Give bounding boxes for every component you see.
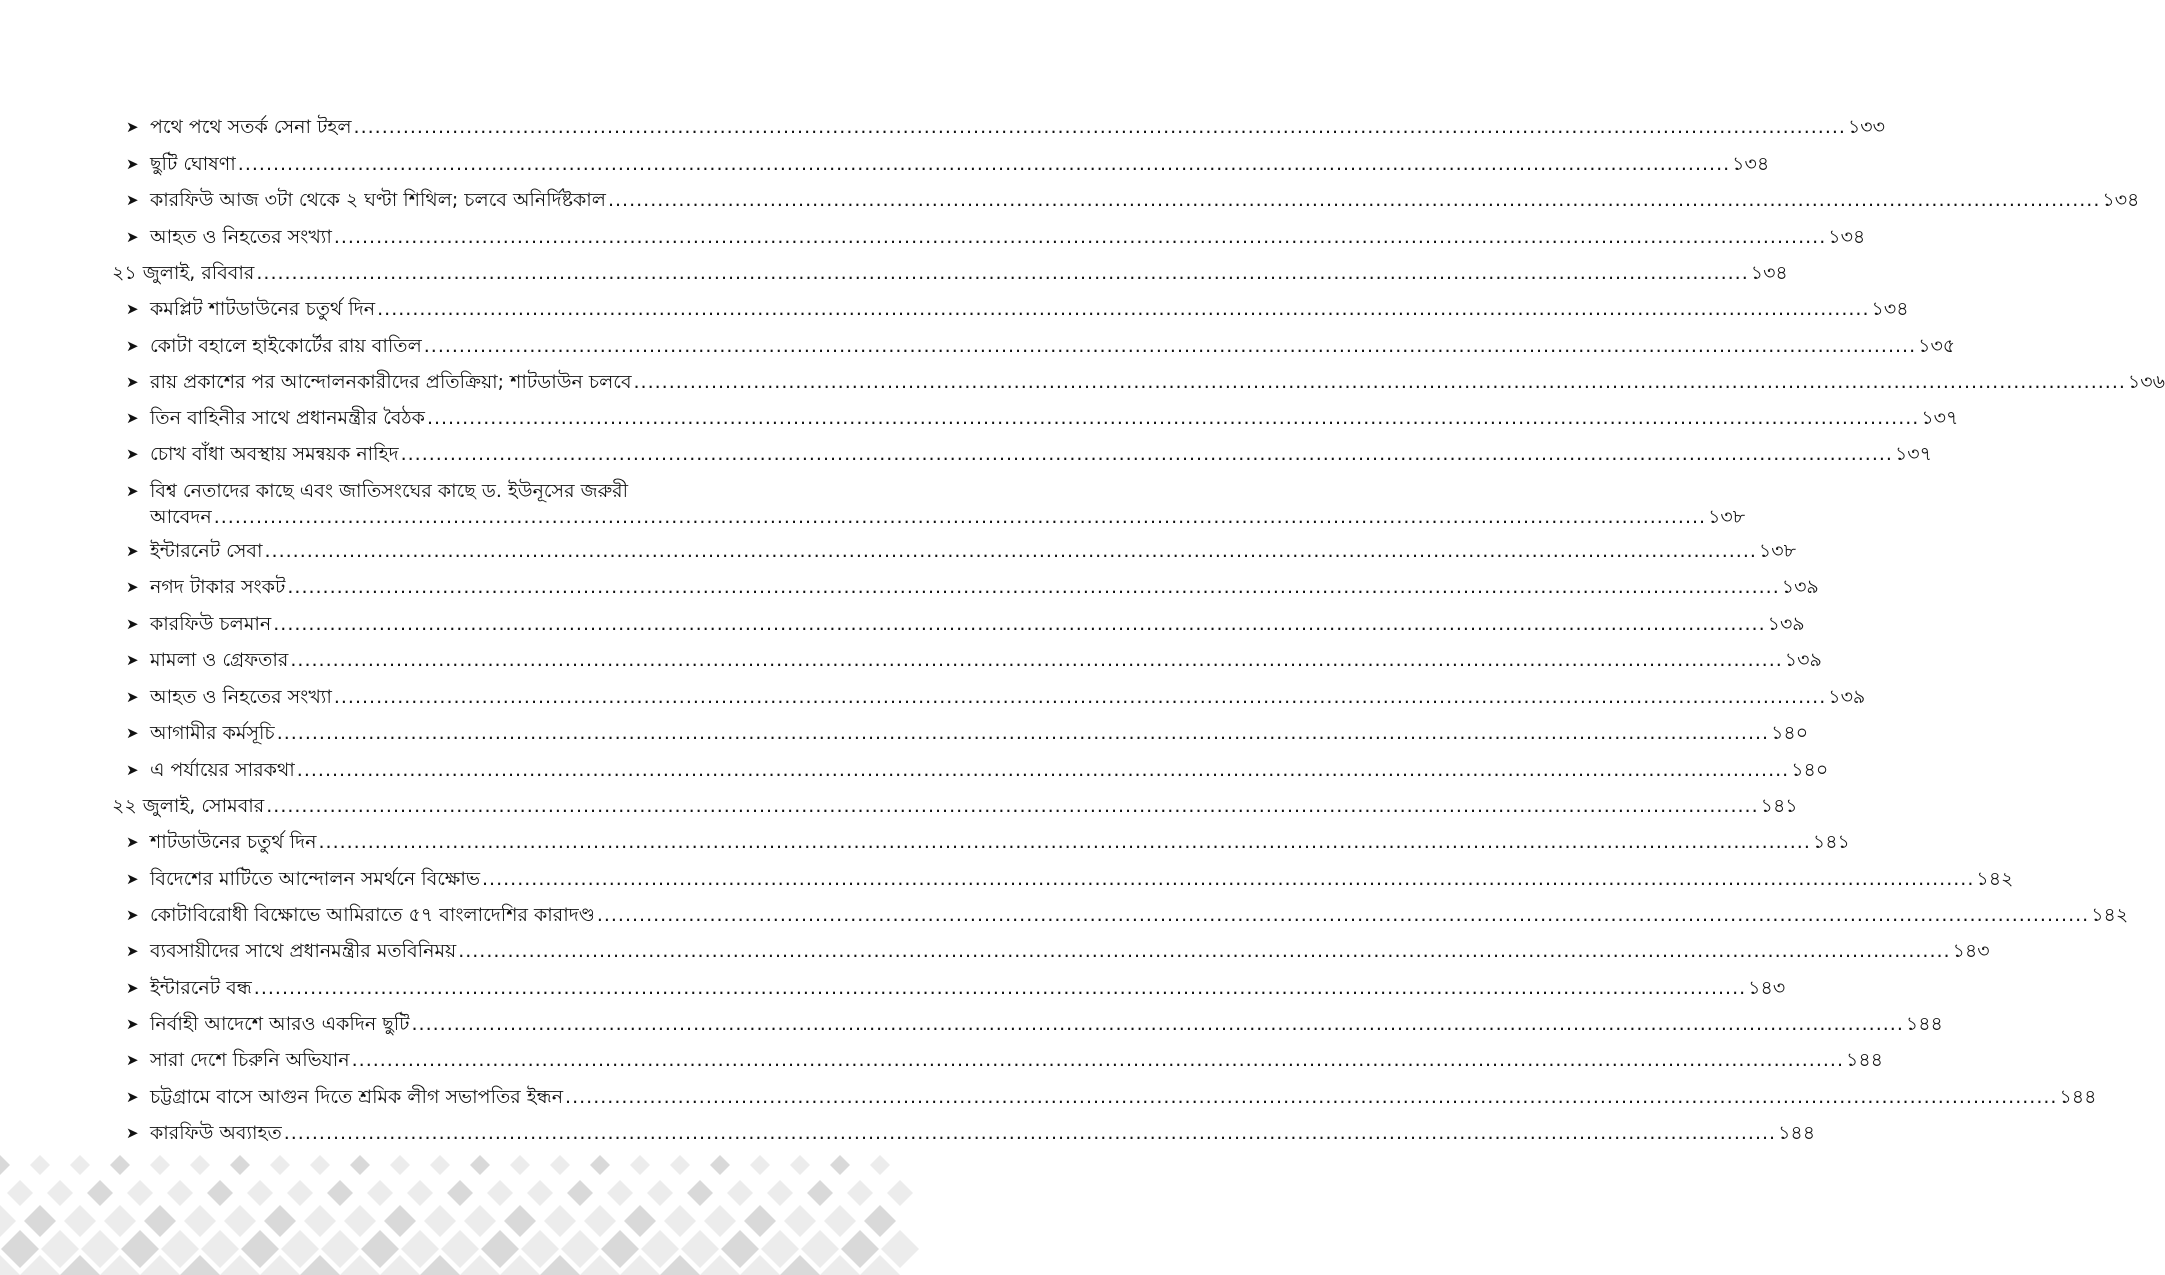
arrowhead-bullet-icon: ➤ xyxy=(126,482,139,500)
diamond-pattern-tile xyxy=(784,1205,816,1237)
arrowhead-bullet-icon: ➤ xyxy=(126,979,139,997)
toc-entry-title: কারফিউ চলমান xyxy=(150,613,272,635)
toc-entry-line xyxy=(150,296,1909,322)
diamond-pattern-tile xyxy=(424,1205,456,1237)
toc-entry-line xyxy=(150,1011,1943,1037)
toc-entry-title: আবেদন xyxy=(150,506,212,528)
page-number: ১৩৪ xyxy=(2102,189,2140,211)
toc-entry-line xyxy=(150,647,1822,673)
diamond-pattern-tile xyxy=(230,1155,250,1175)
toc-entry-title: রায় প্রকাশের পর আন্দোলনকারীদের প্রতিক্রিয়া; শাটডাউন চলবে xyxy=(150,371,632,393)
diamond-pattern-tile xyxy=(864,1205,896,1237)
toc-entry-line xyxy=(150,1084,2097,1110)
dot-leader xyxy=(238,151,1730,177)
diamond-pattern-tile xyxy=(590,1155,610,1175)
toc-entry-title: আহত ও নিহতের সংখ্যা xyxy=(150,686,332,708)
diamond-pattern-tile xyxy=(527,1180,553,1206)
dot-leader xyxy=(482,866,1974,892)
toc-entry[interactable] xyxy=(0,757,1829,783)
toc-entry[interactable] xyxy=(0,647,1822,673)
toc-entry[interactable] xyxy=(0,187,2140,213)
toc-entry-line xyxy=(150,441,1933,467)
dot-leader xyxy=(401,441,1893,467)
arrowhead-bullet-icon: ➤ xyxy=(126,1124,139,1142)
diamond-pattern-tile xyxy=(584,1205,616,1237)
toc-entry-line xyxy=(150,611,1805,637)
toc-entry[interactable] xyxy=(0,975,1786,1001)
toc-entry[interactable] xyxy=(0,720,1809,746)
dot-leader xyxy=(565,1084,2057,1110)
diamond-pattern-tile xyxy=(767,1180,793,1206)
page-number: ১৩৬ xyxy=(2127,371,2165,393)
dot-leader xyxy=(266,793,1758,819)
toc-entry-title: কারফিউ আজ ৩টা থেকে ২ ঘণ্টা শিথিল; চলবে অনির্দিষ্টকাল xyxy=(150,189,606,211)
diamond-pattern-tile xyxy=(830,1155,850,1175)
dot-leader xyxy=(214,504,1706,530)
toc-entry[interactable] xyxy=(0,333,1956,359)
dot-leader xyxy=(608,187,2100,213)
dot-leader xyxy=(254,975,1746,1001)
diamond-pattern-tile xyxy=(64,1205,96,1237)
toc-entry[interactable] xyxy=(0,538,1796,564)
arrowhead-bullet-icon: ➤ xyxy=(126,688,139,706)
diamond-pattern-tile xyxy=(144,1205,176,1237)
page-number: ১৩৮ xyxy=(1708,506,1746,528)
toc-entry[interactable] xyxy=(0,866,2014,892)
arrowhead-bullet-icon: ➤ xyxy=(126,337,139,355)
arrowhead-bullet-icon: ➤ xyxy=(126,870,139,888)
page-number: ১৩৯ xyxy=(1767,613,1805,635)
diamond-pattern-tile xyxy=(807,1180,833,1206)
toc-entry-line xyxy=(150,902,2129,928)
toc-entry-title: মামলা ও গ্রেফতার xyxy=(150,649,289,671)
toc-entry-line xyxy=(150,1120,1816,1146)
toc-entry-title: ইন্টারনেট সেবা xyxy=(150,540,263,562)
toc-entry-line xyxy=(150,369,2165,395)
toc-entry-line xyxy=(150,187,2140,213)
diamond-pattern-tile xyxy=(470,1155,490,1175)
page-number: ১৪৪ xyxy=(1778,1122,1816,1144)
page-number: ১৪৪ xyxy=(2059,1086,2097,1108)
section-date-title: ২১ জুলাই, রবিবার xyxy=(112,262,255,284)
toc-entry-line xyxy=(150,538,1796,564)
toc-entry-title: চট্টগ্রামে বাসে আগুন দিতে শ্রমিক লীগ সভাপতির ইন্ধন xyxy=(150,1086,564,1108)
toc-entry-line xyxy=(150,504,1746,530)
toc-entry-line xyxy=(112,260,1788,286)
diamond-pattern-tile xyxy=(447,1180,473,1206)
diamond-pattern-tile xyxy=(24,1205,56,1237)
page-number: ১৪৪ xyxy=(1905,1013,1943,1035)
arrowhead-bullet-icon: ➤ xyxy=(126,761,139,779)
diamond-pattern-tile xyxy=(550,1155,570,1175)
toc-entry-line xyxy=(150,224,1866,250)
diamond-pattern-tile xyxy=(704,1205,736,1237)
dot-leader xyxy=(377,296,1869,322)
page-number: ১৩৭ xyxy=(1921,407,1959,429)
diamond-pattern-tile xyxy=(487,1180,513,1206)
diamond-pattern-tile xyxy=(664,1205,696,1237)
diamond-pattern-tile xyxy=(47,1180,73,1206)
diamond-pattern-tile xyxy=(270,1155,290,1175)
diamond-pattern-tile xyxy=(150,1155,170,1175)
dot-leader xyxy=(256,260,1748,286)
diamond-pattern-tile xyxy=(384,1205,416,1237)
arrowhead-bullet-icon: ➤ xyxy=(126,445,139,463)
arrowhead-bullet-icon: ➤ xyxy=(126,578,139,596)
page-number: ১৩৪ xyxy=(1828,226,1866,248)
diamond-pattern-tile xyxy=(544,1205,576,1237)
diamond-pattern-tile xyxy=(224,1205,256,1237)
toc-entry-line xyxy=(150,1047,1883,1073)
diamond-pattern-tile xyxy=(30,1155,50,1175)
page-number: ১৩৯ xyxy=(1781,576,1819,598)
diamond-pattern-tile xyxy=(630,1155,650,1175)
arrowhead-bullet-icon: ➤ xyxy=(126,615,139,633)
arrowhead-bullet-icon: ➤ xyxy=(126,409,139,427)
page-number: ১৩৫ xyxy=(1918,335,1956,357)
diamond-pattern-tile xyxy=(104,1205,136,1237)
dot-leader xyxy=(277,720,1769,746)
toc-entry-line xyxy=(150,829,1850,855)
diamond-pattern-tile xyxy=(167,1180,193,1206)
page-number: ১৪১ xyxy=(1812,831,1850,853)
toc-entry-line xyxy=(150,574,1819,600)
page-number: ১৩৯ xyxy=(1828,686,1866,708)
dot-leader xyxy=(287,574,1779,600)
diamond-pattern-tile xyxy=(510,1155,530,1175)
page-number: ১৩৮ xyxy=(1758,540,1796,562)
arrowhead-bullet-icon: ➤ xyxy=(126,724,139,742)
diamond-pattern-tile xyxy=(327,1180,353,1206)
toc-entry-title: কমপ্লিট শাটডাউনের চতুর্থ দিন xyxy=(150,298,376,320)
diamond-pattern-tile xyxy=(464,1205,496,1237)
dot-leader xyxy=(352,1047,1844,1073)
section-date-title: ২২ জুলাই, সোমবার xyxy=(112,795,265,817)
dot-leader xyxy=(458,938,1950,964)
toc-entry-line xyxy=(150,405,1959,431)
page-number: ১৩৪ xyxy=(1871,298,1909,320)
page-number: ১৩৭ xyxy=(1894,443,1933,465)
diamond-pattern-tile xyxy=(607,1180,633,1206)
toc-entry-title: তিন বাহিনীর সাথে প্রধানমন্ত্রীর বৈঠক xyxy=(150,407,425,429)
arrowhead-bullet-icon: ➤ xyxy=(126,373,139,391)
diamond-pattern-tile xyxy=(0,1155,10,1175)
arrowhead-bullet-icon: ➤ xyxy=(126,1088,139,1106)
toc-entry-line xyxy=(150,720,1809,746)
arrowhead-bullet-icon: ➤ xyxy=(126,1015,139,1033)
diamond-pattern-tile xyxy=(304,1205,336,1237)
dot-leader xyxy=(634,369,2126,395)
diamond-pattern-tile xyxy=(687,1180,713,1206)
dot-leader xyxy=(412,1011,1904,1037)
diamond-pattern-tile xyxy=(190,1155,210,1175)
toc-entry[interactable] xyxy=(0,902,2129,928)
page-number: ১৪২ xyxy=(2091,904,2129,926)
toc-entry-title: নগদ টাকার সংকট xyxy=(150,576,286,598)
diamond-pattern-tile xyxy=(184,1205,216,1237)
diamond-pattern-tile xyxy=(390,1155,410,1175)
diamond-pattern-tile xyxy=(0,1205,16,1237)
arrowhead-bullet-icon: ➤ xyxy=(126,118,139,136)
dot-leader xyxy=(290,647,1782,673)
arrowhead-bullet-icon: ➤ xyxy=(126,942,139,960)
dot-leader xyxy=(297,757,1789,783)
toc-entry-title: ব্যবসায়ীদের সাথে প্রধানমন্ত্রীর মতবিনিময় xyxy=(150,940,457,962)
toc-entry[interactable] xyxy=(0,478,1746,530)
diamond-pattern-tile xyxy=(127,1180,153,1206)
toc-section-heading[interactable] xyxy=(0,793,1798,819)
toc-entry-line xyxy=(150,975,1786,1001)
page-number: ১৩৪ xyxy=(1732,153,1770,175)
toc-entry-line xyxy=(150,938,1990,964)
toc-entry[interactable] xyxy=(0,1011,1943,1037)
toc-entry-title: চোখ বাঁধা অবস্থায় সমন্বয়ক নাহিদ xyxy=(150,443,399,465)
arrowhead-bullet-icon: ➤ xyxy=(126,300,139,318)
toc-entry[interactable] xyxy=(0,829,1850,855)
diamond-pattern-tile xyxy=(670,1155,690,1175)
diamond-pattern-tile xyxy=(750,1155,770,1175)
arrowhead-bullet-icon: ➤ xyxy=(126,833,139,851)
dot-leader xyxy=(284,1120,1776,1146)
toc-entry[interactable] xyxy=(0,369,2165,395)
toc-entry[interactable] xyxy=(0,114,1885,140)
toc-entry-title: এ পর্যায়ের সারকথা xyxy=(150,759,295,781)
toc-entry-line xyxy=(112,793,1798,819)
toc-entry-title: সারা দেশে চিরুনি অভিযান xyxy=(150,1049,350,1071)
diamond-pattern-tile xyxy=(847,1180,873,1206)
toc-entry-title: কারফিউ অব্যাহত xyxy=(150,1122,282,1144)
toc-entry[interactable] xyxy=(0,1084,2097,1110)
diamond-pattern-tile xyxy=(70,1155,90,1175)
toc-entry-title: বিশ্ব নেতাদের কাছে এবং জাতিসংঘের কাছে ড. ইউনূসের জরুরী xyxy=(150,480,629,502)
diamond-pattern-tile xyxy=(870,1155,890,1175)
toc-section-heading[interactable] xyxy=(0,260,1788,286)
dot-leader xyxy=(265,538,1757,564)
toc-entry-title: বিদেশের মাটিতে আন্দোলন সমর্থনে বিক্ষোভ xyxy=(150,868,480,890)
arrowhead-bullet-icon: ➤ xyxy=(126,542,139,560)
toc-entry[interactable] xyxy=(0,611,1805,637)
arrowhead-bullet-icon: ➤ xyxy=(126,191,139,209)
dot-leader xyxy=(334,684,1826,710)
diamond-pattern-tile xyxy=(247,1180,273,1206)
diamond-pattern-tile xyxy=(727,1180,753,1206)
toc-entry-title: শাটডাউনের চতুর্থ দিন xyxy=(150,831,317,853)
dot-leader xyxy=(354,114,1846,140)
page-number: ১৪২ xyxy=(1976,868,2014,890)
toc-entry[interactable] xyxy=(0,938,1990,964)
arrowhead-bullet-icon: ➤ xyxy=(126,906,139,924)
toc-entry-line xyxy=(150,866,2014,892)
diamond-pattern-tile xyxy=(710,1155,730,1175)
toc-entry[interactable] xyxy=(0,296,1909,322)
toc-entry[interactable] xyxy=(0,151,1770,177)
toc-entry[interactable] xyxy=(0,574,1819,600)
toc-entry[interactable] xyxy=(0,441,1933,467)
toc-entry-title: পথে পথে সতর্ক সেনা টহল xyxy=(150,116,352,138)
diamond-pattern-tile xyxy=(624,1205,656,1237)
page-number: ১৩৩ xyxy=(1847,116,1885,138)
dot-leader xyxy=(424,333,1916,359)
diamond-pattern-tile xyxy=(430,1155,450,1175)
arrowhead-bullet-icon: ➤ xyxy=(126,651,139,669)
diamond-pattern-tile xyxy=(310,1155,330,1175)
toc-entry-line xyxy=(150,757,1829,783)
dot-leader xyxy=(318,829,1810,855)
arrowhead-bullet-icon: ➤ xyxy=(126,1051,139,1069)
diamond-pattern-tile xyxy=(287,1180,313,1206)
toc-entry-title: ইন্টারনেট বন্ধ xyxy=(150,977,252,999)
toc-entry-title: ছুটি ঘোষণা xyxy=(150,153,236,175)
diamond-pattern-tile xyxy=(647,1180,673,1206)
arrowhead-bullet-icon: ➤ xyxy=(126,155,139,173)
decorative-diamond-pattern xyxy=(0,1145,825,1275)
toc-entry[interactable] xyxy=(0,1120,1816,1146)
diamond-pattern-tile xyxy=(344,1205,376,1237)
diamond-pattern-tile xyxy=(87,1180,113,1206)
diamond-pattern-tile xyxy=(350,1155,370,1175)
page-number: ১৩৪ xyxy=(1750,262,1788,284)
toc-entry[interactable] xyxy=(0,405,1959,431)
diamond-pattern-tile xyxy=(504,1205,536,1237)
toc-entry-title: আহত ও নিহতের সংখ্যা xyxy=(150,226,332,248)
toc-entry-line xyxy=(150,151,1770,177)
page-number: ১৪৩ xyxy=(1952,940,1990,962)
diamond-pattern-tile xyxy=(7,1180,33,1206)
diamond-pattern-tile xyxy=(744,1205,776,1237)
toc-entry[interactable] xyxy=(0,1047,1883,1073)
diamond-pattern-tile xyxy=(264,1205,296,1237)
toc-entry-line xyxy=(150,333,1956,359)
page-number: ১৪৪ xyxy=(1846,1049,1883,1071)
diamond-pattern-tile xyxy=(407,1180,433,1206)
page-number: ১৪০ xyxy=(1791,759,1829,781)
page-number: ১৩৯ xyxy=(1784,649,1822,671)
arrowhead-bullet-icon: ➤ xyxy=(126,228,139,246)
diamond-pattern-tile xyxy=(824,1205,856,1237)
dot-leader xyxy=(273,611,1765,637)
dot-leader xyxy=(427,405,1919,431)
diamond-pattern-tile xyxy=(110,1155,130,1175)
toc-entry-line xyxy=(150,684,1866,710)
page-number: ১৪১ xyxy=(1760,795,1798,817)
toc-entry[interactable] xyxy=(0,684,1866,710)
diamond-pattern-tile xyxy=(790,1155,810,1175)
diamond-pattern-tile xyxy=(887,1180,913,1206)
diamond-pattern-tile xyxy=(207,1180,233,1206)
toc-entry-line xyxy=(150,114,1885,140)
diamond-pattern-tile xyxy=(367,1180,393,1206)
toc-entry-title: কোটা বহালে হাইকোর্টের রায় বাতিল xyxy=(150,335,422,357)
page-number: ১৪০ xyxy=(1771,722,1809,744)
toc-entry-title: নির্বাহী আদেশে আরও একদিন ছুটি xyxy=(150,1013,410,1035)
toc-entry-title: আগামীর কর্মসূচি xyxy=(150,722,275,744)
dot-leader xyxy=(597,902,2089,928)
diamond-pattern-tile xyxy=(567,1180,593,1206)
dot-leader xyxy=(334,224,1826,250)
page-number: ১৪৩ xyxy=(1748,977,1786,999)
toc-entry-title: কোটাবিরোধী বিক্ষোভে আমিরাতে ৫৭ বাংলাদেশির কারাদণ্ড xyxy=(150,904,595,926)
toc-entry[interactable] xyxy=(0,224,1866,250)
